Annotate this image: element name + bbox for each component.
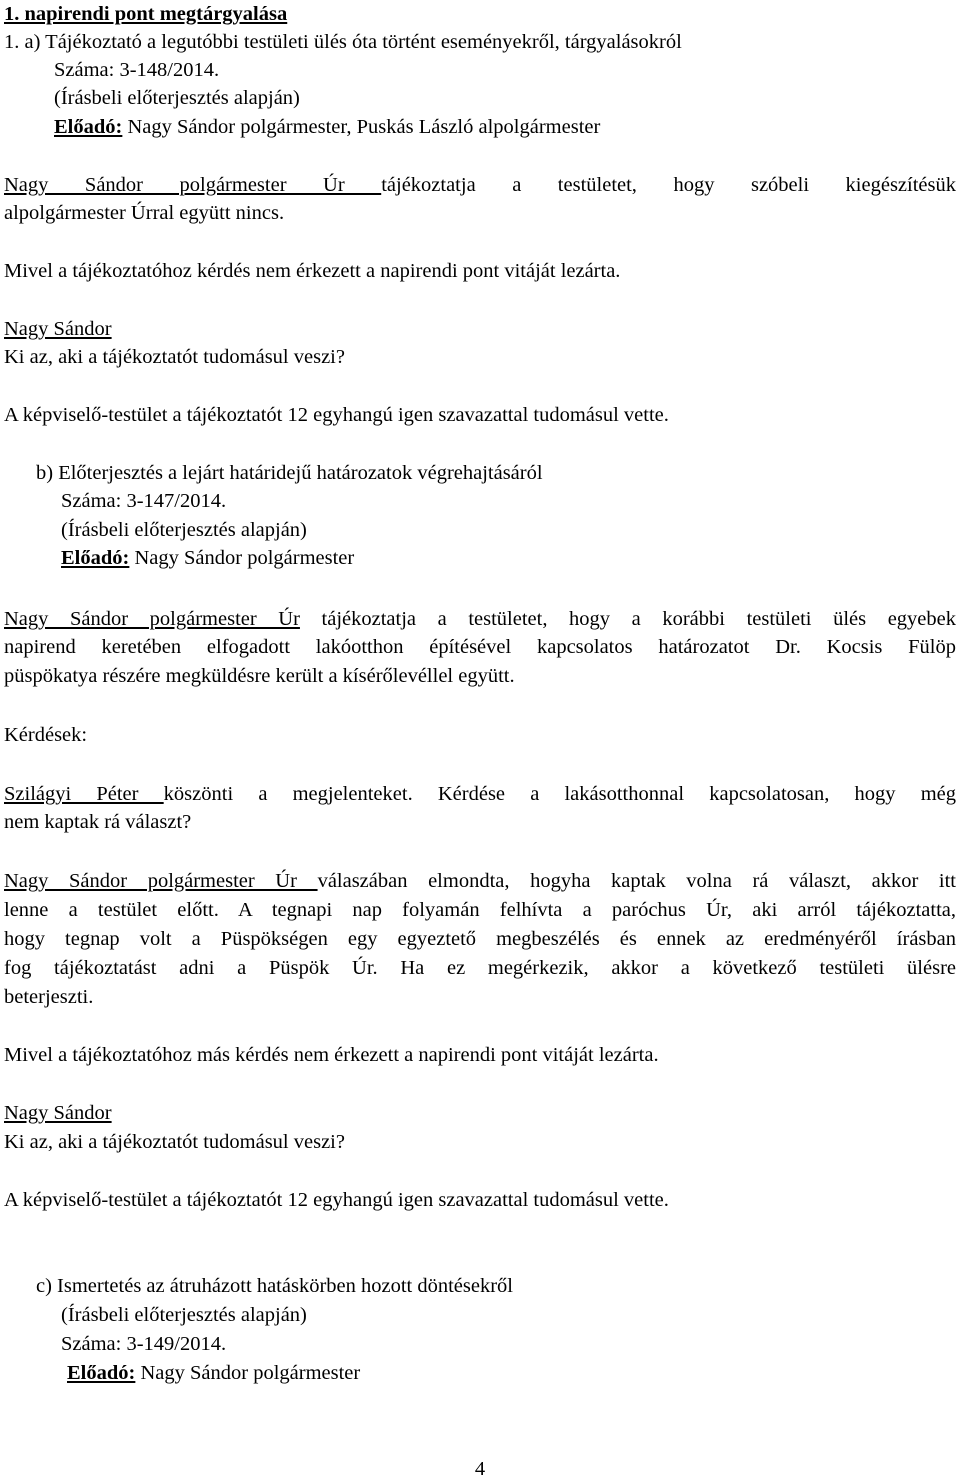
answer-paragraph-line [4, 896, 956, 924]
speaker-name: Szilágyi Péter [4, 783, 164, 805]
paragraph-text: hogy tegnap volt a Püspökségen egy egyeztető megbeszélés és ennek az eredményéről írásban [4, 928, 956, 950]
paragraph-text: tájékoztatja a testületet, hogy a korábbi testületi ülés egyebek [299, 608, 956, 630]
section-c-basis [61, 1301, 956, 1329]
section-a-basis [54, 84, 956, 112]
section-b-heading-text: b) Előterjesztés a lejárt határidejű határozatok végrehajtásáról [36, 462, 543, 484]
section-b-question [4, 1128, 956, 1156]
section-b-paragraph-line [4, 633, 956, 661]
section-c-number-text: Száma: 3-149/2014. [61, 1333, 227, 1355]
paragraph-text: válaszában elmondta, hogyha kaptak volna rá választ, akkor itt [317, 870, 956, 892]
presenter-names: Nagy Sándor polgármester [135, 1362, 361, 1384]
section-a-paragraph-line [4, 199, 956, 227]
answer-paragraph-line [4, 925, 956, 953]
section-b-paragraph-line [4, 662, 956, 690]
presenter-label: Előadó: [54, 116, 123, 138]
paragraph-text: napirend keretében elfogadott lakóotthon építésével kapcsolatos határozatot Dr. Kocsis Fülöp [4, 636, 956, 658]
question-paragraph-line [4, 780, 956, 808]
section-a-paragraph-line [4, 171, 956, 199]
agenda-title-text: 1. napirendi pont megtárgyalása [4, 3, 288, 25]
paragraph-text: köszönti a megjelenteket. Kérdése a lakásotthonnal kapcsolatosan, hogy még [163, 783, 956, 805]
paragraph-text: nem kaptak rá választ? [4, 811, 192, 833]
section-a-closing [4, 257, 956, 285]
section-a-speaker [4, 315, 956, 343]
speaker-name: Nagy Sándor [4, 318, 112, 340]
presenter-label: Előadó: [61, 547, 130, 569]
presenter-label: Előadó: [67, 1362, 136, 1384]
section-c-heading [36, 1272, 956, 1300]
paragraph-text: Mivel a tájékoztatóhoz kérdés nem érkezett a napirendi pont vitáját lezárta. [4, 260, 621, 282]
section-c-basis-text: (Írásbeli előterjesztés alapján) [61, 1304, 307, 1326]
paragraph-text: lenne a testület előtt. A tegnapi nap folyamán felhívta a paróchus Úr, aki arról tájékoztatta, [4, 899, 956, 921]
section-a-number [54, 56, 956, 84]
presenter-names: Nagy Sándor polgármester, Puskás László alpolgármester [122, 116, 601, 138]
paragraph-text: Mivel a tájékoztatóhoz más kérdés nem érkezett a napirendi pont vitáját lezárta. [4, 1044, 659, 1066]
section-a-question [4, 343, 956, 371]
section-c-presenter [67, 1359, 956, 1387]
paragraph-text: beterjeszti. [4, 986, 94, 1008]
result-text: A képviselő-testület a tájékoztatót 12 egyhangú igen szavazattal tudomásul vette. [4, 404, 669, 426]
section-b-basis [61, 516, 956, 544]
section-c-heading-text: c) Ismertetés az átruházott hatáskörben hozott döntésekről [36, 1275, 514, 1297]
section-b-number-text: Száma: 3-147/2014. [61, 490, 227, 512]
presenter-names: Nagy Sándor polgármester [129, 547, 355, 569]
section-b-number [61, 487, 956, 515]
paragraph-text: alpolgármester Úrral együtt nincs. [4, 202, 285, 224]
questions-label [4, 721, 956, 749]
section-b-closing [4, 1041, 956, 1069]
section-b-basis-text: (Írásbeli előterjesztés alapján) [61, 519, 307, 541]
section-b-presenter [61, 544, 956, 572]
speaker-name: Nagy Sándor polgármester Úr [4, 870, 318, 892]
result-text: A képviselő-testület a tájékoztatót 12 egyhangú igen szavazattal tudomásul vette. [4, 1189, 669, 1211]
section-b-paragraph-line [4, 605, 956, 633]
section-a-basis-text: (Írásbeli előterjesztés alapján) [54, 87, 300, 109]
section-c-number [61, 1330, 956, 1358]
section-b-heading [36, 459, 956, 487]
answer-paragraph-line [4, 867, 956, 895]
section-b-speaker [4, 1099, 956, 1127]
paragraph-text: püspökatya részére megküldésre került a kísérőlevéllel együtt. [4, 665, 515, 687]
paragraph-text: fog tájékoztatást adni a Püspök Úr. Ha ez megérkezik, akkor a következő testületi ülésre [4, 957, 956, 979]
question-paragraph-line [4, 808, 956, 836]
section-a-presenter [54, 113, 956, 141]
section-a-result [4, 401, 956, 429]
answer-paragraph-line [4, 954, 956, 982]
section-a-heading-text: 1. a) Tájékoztató a legutóbbi testületi ülés óta történt eseményekről, tárgyalásokról [4, 31, 682, 53]
paragraph-text: tájékoztatja a testületet, hogy szóbeli kiegészítésük [381, 174, 956, 196]
question-text: Ki az, aki a tájékoztatót tudomásul veszi? [4, 1131, 345, 1153]
speaker-name: Nagy Sándor polgármester Úr [4, 608, 300, 630]
section-b-result [4, 1186, 956, 1214]
question-text: Ki az, aki a tájékoztatót tudomásul veszi? [4, 346, 345, 368]
answer-paragraph-line [4, 983, 956, 1011]
speaker-name: Nagy Sándor [4, 1102, 112, 1124]
questions-label-text: Kérdések: [4, 724, 88, 746]
page-number: 4 [474, 1458, 486, 1480]
speaker-name: Nagy Sándor polgármester Úr [4, 174, 382, 196]
section-a-number-text: Száma: 3-148/2014. [54, 59, 220, 81]
section-a-heading [4, 28, 956, 56]
agenda-title [4, 0, 956, 28]
